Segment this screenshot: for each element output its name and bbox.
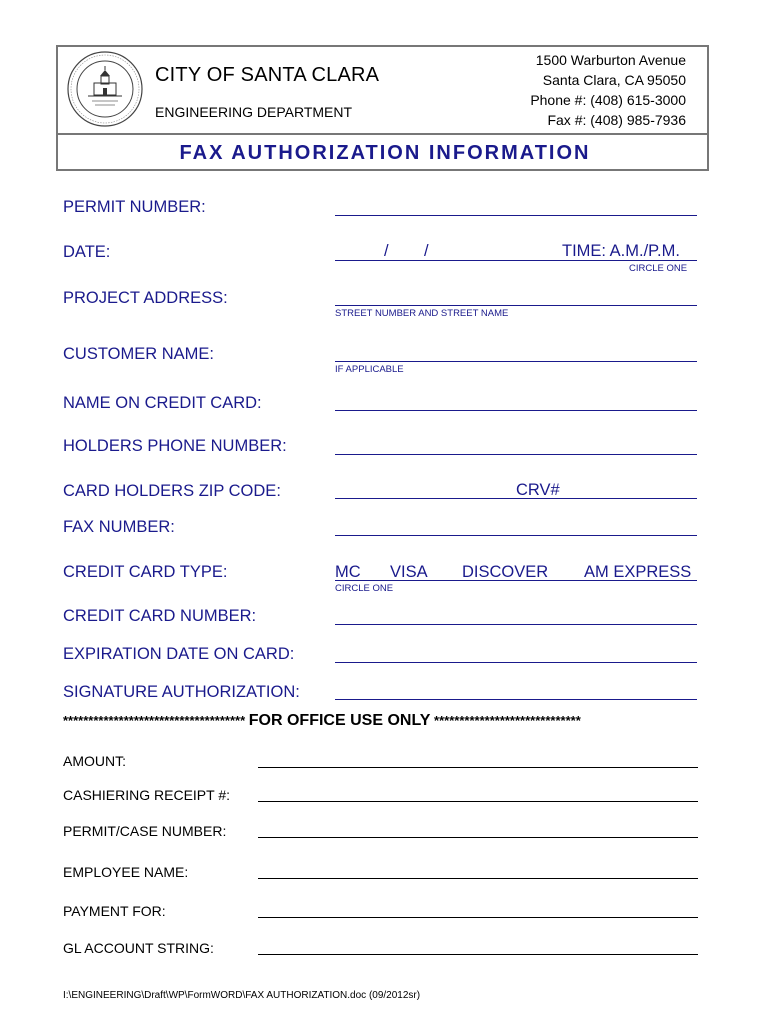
payment-for-field[interactable] <box>258 917 698 918</box>
holders-phone-label: HOLDERS PHONE NUMBER: <box>63 437 287 455</box>
employee-name-field[interactable] <box>258 878 698 879</box>
time-am-pm[interactable]: TIME: A.M./P.M. <box>562 242 680 260</box>
date-slash-1: / <box>384 242 389 260</box>
office-use-divider <box>63 712 581 730</box>
card-type-am-express[interactable]: AM EXPRESS <box>584 563 692 581</box>
card-type-mc[interactable]: MC <box>335 563 361 581</box>
permit-number-field[interactable] <box>335 215 697 216</box>
footer-file-path: I:\ENGINEERING\Draft\WP\FormWORD\FAX AUTHORIZATION.doc (09/2012sr) <box>63 990 421 1001</box>
department-name: ENGINEERING DEPARTMENT <box>155 104 353 120</box>
name-on-card-label: NAME ON CREDIT CARD: <box>63 394 262 412</box>
payment-for-label: PAYMENT FOR: <box>63 903 166 919</box>
customer-name-label: CUSTOMER NAME: <box>63 345 214 363</box>
card-type-label: CREDIT CARD TYPE: <box>63 563 228 581</box>
permit-case-field[interactable] <box>258 837 698 838</box>
city-name: CITY OF SANTA CLARA <box>155 64 380 86</box>
signature-label: SIGNATURE AUTHORIZATION: <box>63 683 300 701</box>
gl-account-field[interactable] <box>258 954 698 955</box>
fax-number-field[interactable] <box>335 535 697 536</box>
expiration-label: EXPIRATION DATE ON CARD: <box>63 645 295 663</box>
office-stars-right: ***************************** <box>434 713 581 728</box>
amount-label: AMOUNT: <box>63 753 126 769</box>
time-circle-one-note: CIRCLE ONE <box>629 263 688 274</box>
project-address-note: STREET NUMBER AND STREET NAME <box>335 308 509 319</box>
zip-code-label: CARD HOLDERS ZIP CODE: <box>63 482 281 500</box>
amount-field[interactable] <box>258 767 698 768</box>
header-divider <box>58 133 707 135</box>
office-stars-left: ************************************ <box>63 713 246 728</box>
holders-phone-field[interactable] <box>335 454 697 455</box>
crv-label: CRV# <box>516 481 560 499</box>
address-line-1: 1500 Warburton Avenue <box>535 52 686 68</box>
fax-number-label: FAX NUMBER: <box>63 518 175 536</box>
date-slash-2: / <box>424 242 429 260</box>
date-label: DATE: <box>63 243 111 261</box>
phone-number: Phone #: (408) 615-3000 <box>530 92 686 108</box>
fax-number-header: Fax #: (408) 985-7936 <box>547 112 686 128</box>
card-type-visa[interactable]: VISA <box>390 563 428 581</box>
employee-name-label: EMPLOYEE NAME: <box>63 864 189 880</box>
gl-account-label: GL ACCOUNT STRING: <box>63 940 214 956</box>
receipt-field[interactable] <box>258 801 698 802</box>
permit-number-label: PERMIT NUMBER: <box>63 198 206 216</box>
customer-name-field[interactable] <box>335 361 697 362</box>
card-type-discover[interactable]: DISCOVER <box>462 563 549 581</box>
expiration-field[interactable] <box>335 662 697 663</box>
card-number-label: CREDIT CARD NUMBER: <box>63 607 257 625</box>
name-on-card-field[interactable] <box>335 410 697 411</box>
card-number-field[interactable] <box>335 624 697 625</box>
city-seal-icon <box>66 50 144 128</box>
signature-field[interactable] <box>335 699 697 700</box>
office-use-heading: FOR OFFICE USE ONLY <box>248 712 431 729</box>
project-address-label: PROJECT ADDRESS: <box>63 289 228 307</box>
form-title: FAX AUTHORIZATION INFORMATION <box>179 142 591 164</box>
address-line-2: Santa Clara, CA 95050 <box>542 72 686 88</box>
card-type-note: CIRCLE ONE <box>335 583 394 594</box>
receipt-label: CASHIERING RECEIPT #: <box>63 787 231 803</box>
customer-name-note: IF APPLICABLE <box>335 364 404 375</box>
project-address-field[interactable] <box>335 305 697 306</box>
permit-case-label: PERMIT/CASE NUMBER: <box>63 823 227 839</box>
